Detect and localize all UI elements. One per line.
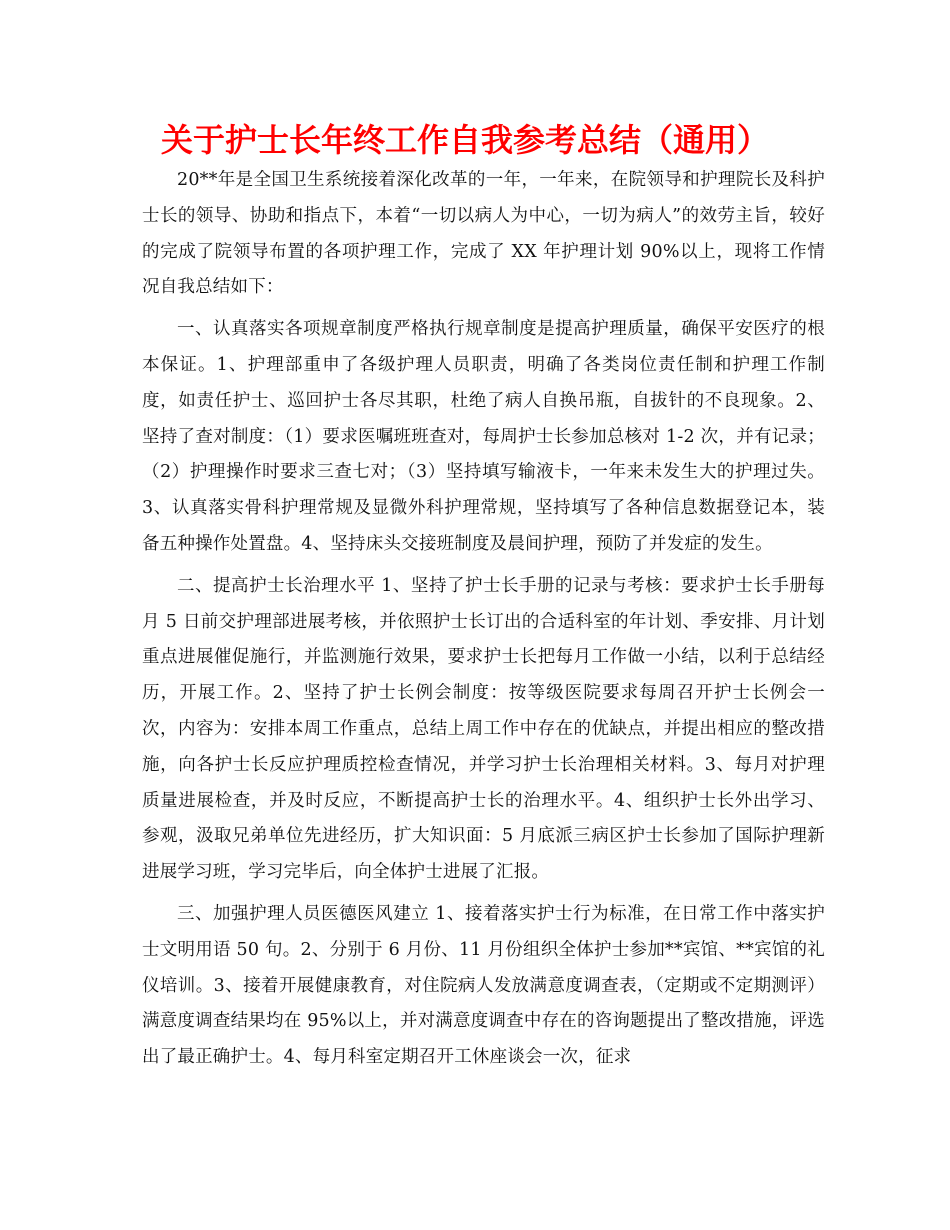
document-title: 关于护士长年终工作自我参考总结（通用）: [160, 121, 769, 159]
paragraph-section-3: 三、加强护理人员医德医风建立 1、接着落实护士行为标准，在日常工作中落实护士文明用语 50 句。2、分别于 6 月份、11 月份组织全体护士参加**宾馆、**宾馆的礼仪培训。3、接着开展健康教育，对住院病人发放满意度调查表，（定期或不定期测评）满意度调查结果均在 95%以上，并对满意度调查中存在的咨询题提出了整改措施，评选出了最正确护士。4、每月科室定期召开工休座谈会一次，征求: [142, 903, 825, 1068]
paragraph-section-1: 一、认真落实各项规章制度严格执行规章制度是提高护理质量，确保平安医疗的根本保证。1、护理部重申了各级护理人员职责，明确了各类岗位责任制和护理工作制度，如责任护士、巡回护士各尽其职，杜绝了病人自换吊瓶，自拔针的不良现象。2、坚持了查对制度：（1）要求医嘱班班查对，每周护士长参加总核对 1-2 次，并有记录；（2）护理操作时要求三查七对；（3）坚持填写输液卡，一年来未发生大的护理过失。3、认真落实骨科护理常规及显微外科护理常规，坚持填写了各种信息数据登记本，装备五种操作处置盘。4、坚持床头交接班制度及晨间护理，预防了并发症的发生。: [142, 319, 825, 554]
paragraph-intro: 20**年是全国卫生系统接着深化改革的一年，一年来，在院领导和护理院长及科护士长的领导、协助和指点下，本着“一切以病人为中心，一切为病人”的效劳主旨，较好的完成了院领导布置的各项护理工作，完成了 XX 年护理计划 90%以上，现将工作情况自我总结如下：: [142, 170, 825, 298]
document-body: [142, 163, 825, 1082]
paragraph-section-2: 二、提高护士长治理水平 1、坚持了护士长手册的记录与考核：要求护士长手册每月 5 日前交护理部进展考核，并依照护士长订出的合适科室的年计划、季安排、月计划重点进展催促施行，并监测施行效果，要求护士长把每月工作做一小结，以利于总结经历，开展工作。2、坚持了护士长例会制度：按等级医院要求每周召开护士长例会一次，内容为：安排本周工作重点，总结上周工作中存在的优缺点，并提出相应的整改措施，向各护士长反应护理质控检查情况，并学习护士长治理相关材料。3、每月对护理质量进展检查，并及时反应，不断提高护士长的治理水平。4、组织护士长外出学习、参观，汲取兄弟单位先进经历，扩大知识面：5 月底派三病区护士长参加了国际护理新进展学习班，学习完毕后，向全体护士进展了汇报。: [142, 575, 825, 883]
